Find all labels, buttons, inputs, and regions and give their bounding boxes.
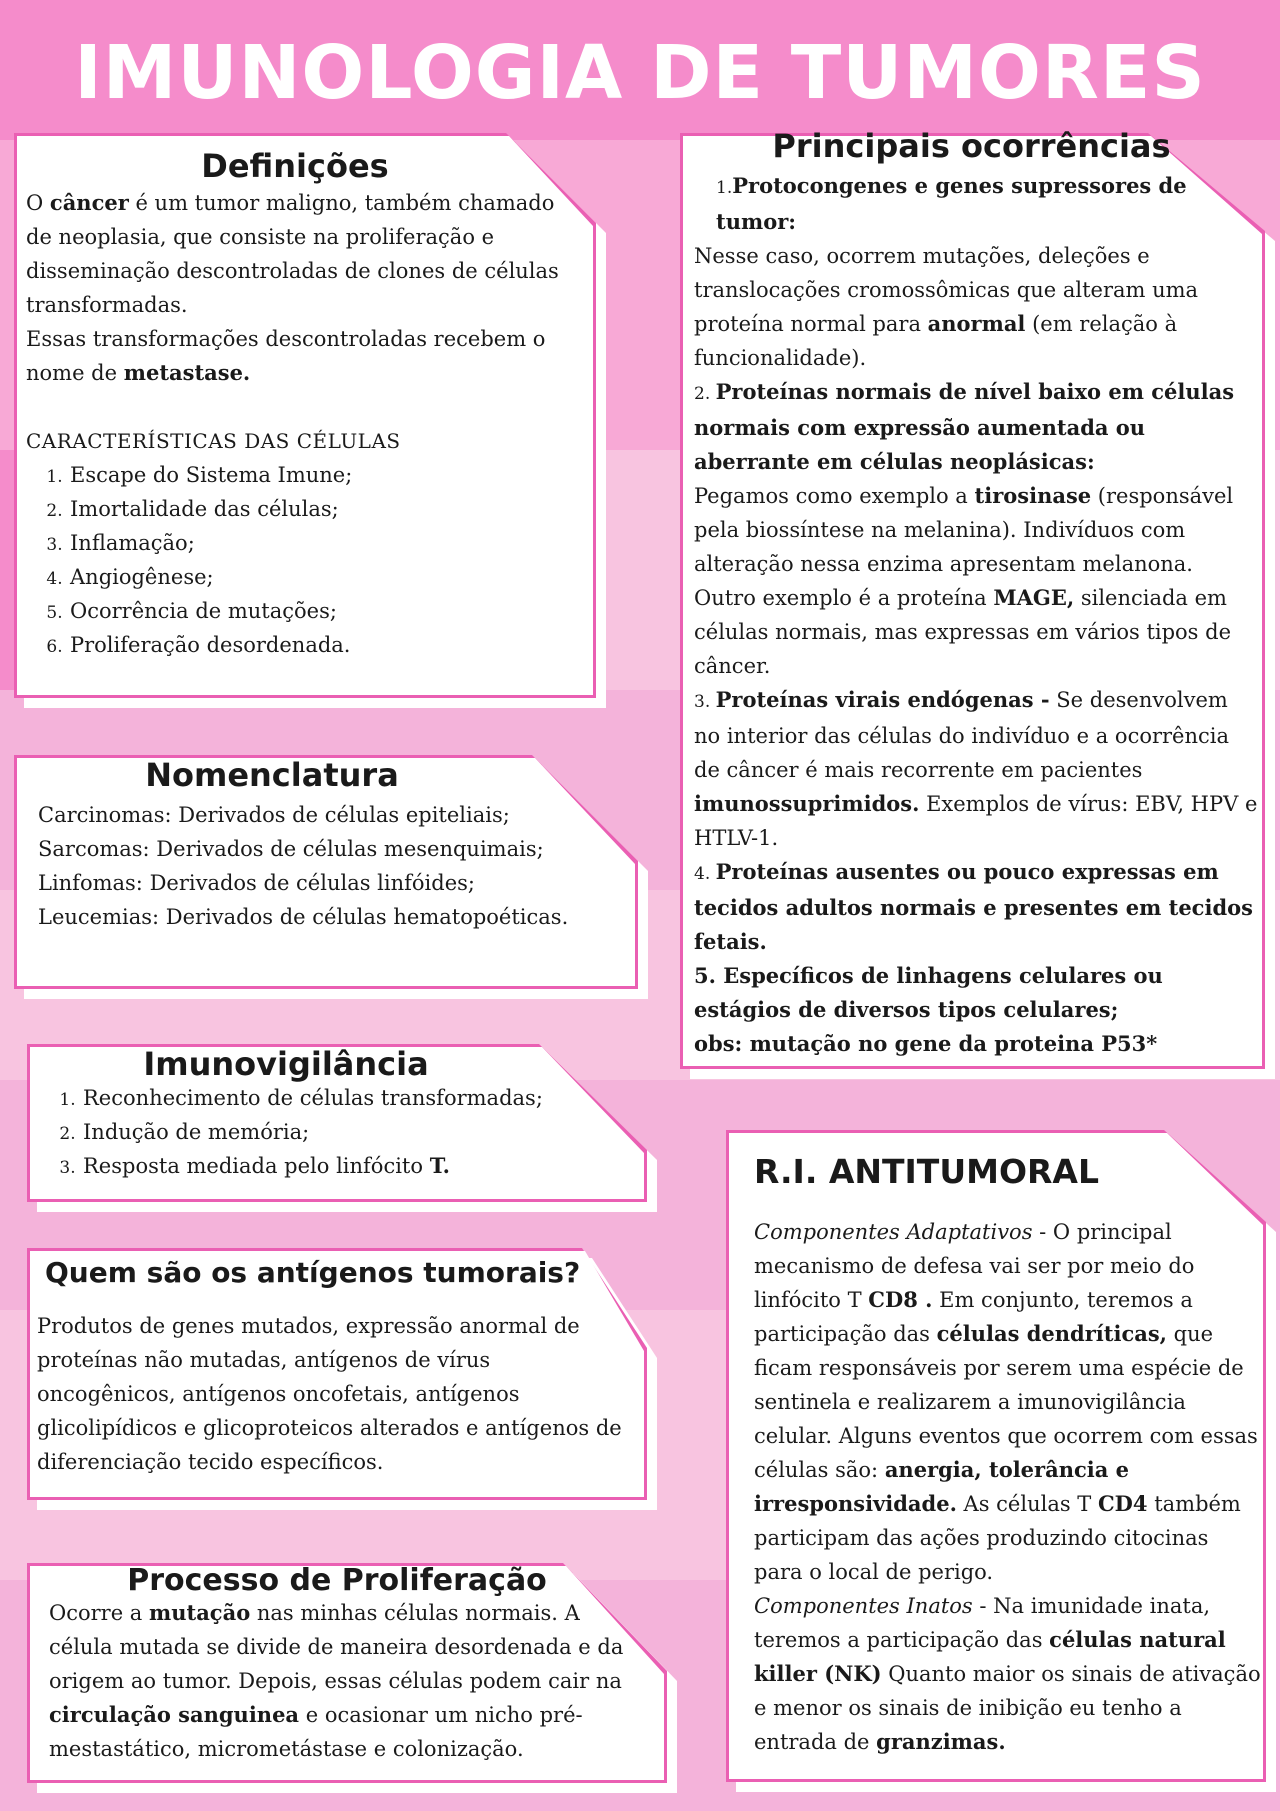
nomenclatura-line: Sarcomas: Derivados de células mesenquimais; (38, 837, 544, 861)
list-item: 1. Escape do Sistema Imune; (68, 458, 584, 492)
ocorrencia-item-2-text: Pegamos como exemplo a tirosinase (responsável pela biossíntese na melanina). Indivíduos com alteração nessa enzima apresentam melanona. Outro exemplo é a proteína MAGE, silenciada em células normais, mas expressas em vários tipos de câncer. (694, 483, 1234, 678)
antigenos-text: Produtos de genes mutados, expressão anormal de proteínas não mutadas, antígenos de vírus oncogênicos, antígenos oncofetais, antígenos glicolipídicos e glicoproteicos alterados e antígenos de diferenciação tecido específicos. (37, 1314, 622, 1474)
caracteristicas-list (26, 458, 584, 662)
imunovigilancia-heading: Imunovigilância (143, 1045, 429, 1083)
imunovigilancia-list (37, 1081, 635, 1183)
definicoes-paragraph-2: Essas transformações descontroladas recebem o nome de metastase. (26, 327, 546, 385)
antitumoral-paragraph-1: Componentes Adaptativos - O principal mecanismo de defesa vai ser por meio do linfócito T CD8 . Em conjunto, teremos a participação das células dendríticas, que ficam responsáveis por serem uma espécie de sentinela e realizarem a imunovigilância celular. Alguns eventos que ocorrem com essas células são: anergia, tolerância e irresponsividade. As células T CD4 também participam das ações produzindo citocinas para o local de perigo. (754, 1220, 1258, 1584)
page-title: IMUNOLOGIA DE TUMORES (74, 30, 1206, 116)
ocorrencia-item-3: 3. Proteínas virais endógenas - Se desenvolvem no interior das células do indivíduo e a ocorrência de câncer é mais recorrente em pacientes imunossuprimidos. Exemplos de vírus: EBV, HPV e HTLV-1. (694, 687, 1258, 850)
nomenclatura-heading: Nomenclatura (145, 756, 399, 794)
antigenos-card (27, 1248, 647, 1500)
proliferacao-card (27, 1563, 667, 1783)
antitumoral-heading: R.I. ANTITUMORAL (754, 1152, 1099, 1191)
ocorrencia-obs: obs: mutação no gene da proteina P53* (694, 1031, 1158, 1056)
list-item: 3. Inflamação; (68, 526, 584, 560)
list-item: 5. Ocorrência de mutações; (68, 594, 584, 628)
antitumoral-paragraph-2: Componentes Inatos - Na imunidade inata, teremos a participação das células natural killer (NK) Quanto maior os sinais de ativação e menor os sinais de inibição eu tenho a entrada de granzimas. (754, 1594, 1261, 1754)
list-item: 4. Angiogênese; (68, 560, 584, 594)
definicoes-paragraph-1: O câncer é um tumor maligno, também chamado de neoplasia, que consiste na proliferação e disseminação descontroladas de clones de células transformadas. (26, 190, 559, 317)
ocorrencia-item-4: 4. Proteínas ausentes ou pouco expressas em tecidos adultos normais e presentes em tecidos fetais. (694, 859, 1253, 954)
definicoes-heading: Definições (201, 147, 389, 185)
nomenclatura-line: Linfomas: Derivados de células linfóides; (38, 871, 475, 895)
ocorrencia-item-5: 5. Específicos de linhagens celulares ou estágios de diversos tipos celulares; (694, 963, 1163, 1022)
list-item: 1. Reconhecimento de células transformadas; (81, 1081, 635, 1115)
imunovigilancia-card (27, 1044, 647, 1202)
list-item: 6. Proliferação desordenada. (68, 628, 584, 662)
nomenclatura-line: Carcinomas: Derivados de células epiteliais; (38, 803, 510, 827)
definicoes-card (14, 133, 596, 698)
ocorrencias-heading: Principais ocorrências (772, 127, 1171, 165)
caracteristicas-heading: CARACTERÍSTICAS DAS CÉLULAS (26, 429, 401, 453)
ocorrencia-item-1-title: 1.Protocongenes e genes supressores de tumor: (716, 173, 1187, 234)
antigenos-heading: Quem são os antígenos tumorais? (45, 1256, 581, 1289)
list-item: 3. Resposta mediada pelo linfócito T. (81, 1149, 635, 1183)
antitumoral-card (726, 1130, 1266, 1782)
proliferacao-heading: Processo de Proliferação (127, 1563, 547, 1598)
ocorrencias-card (680, 127, 1265, 1069)
ocorrencia-item-1-text: Nesse caso, ocorrem mutações, deleções e translocações cromossômicas que alteram uma proteína normal para anormal (em relação à funcionalidade). (694, 244, 1199, 370)
proliferacao-text: Ocorre a mutação nas minhas células normais. A célula mutada se divide de maneira desordenada e da origem ao tumor. Depois, essas células podem cair na circulação sanguinea e ocasionar um nicho pré- mestastático, micrometástase e colonização. (49, 1600, 624, 1761)
list-item: 2. Imortalidade das células; (68, 492, 584, 526)
nomenclatura-card (14, 755, 638, 989)
nomenclatura-line: Leucemias: Derivados de células hematopoéticas. (38, 905, 569, 929)
ocorrencia-item-2: 2. Proteínas normais de nível baixo em células normais com expressão aumentada ou aberrante em células neoplásicas: (694, 379, 1235, 474)
list-item: 2. Indução de memória; (81, 1115, 635, 1149)
